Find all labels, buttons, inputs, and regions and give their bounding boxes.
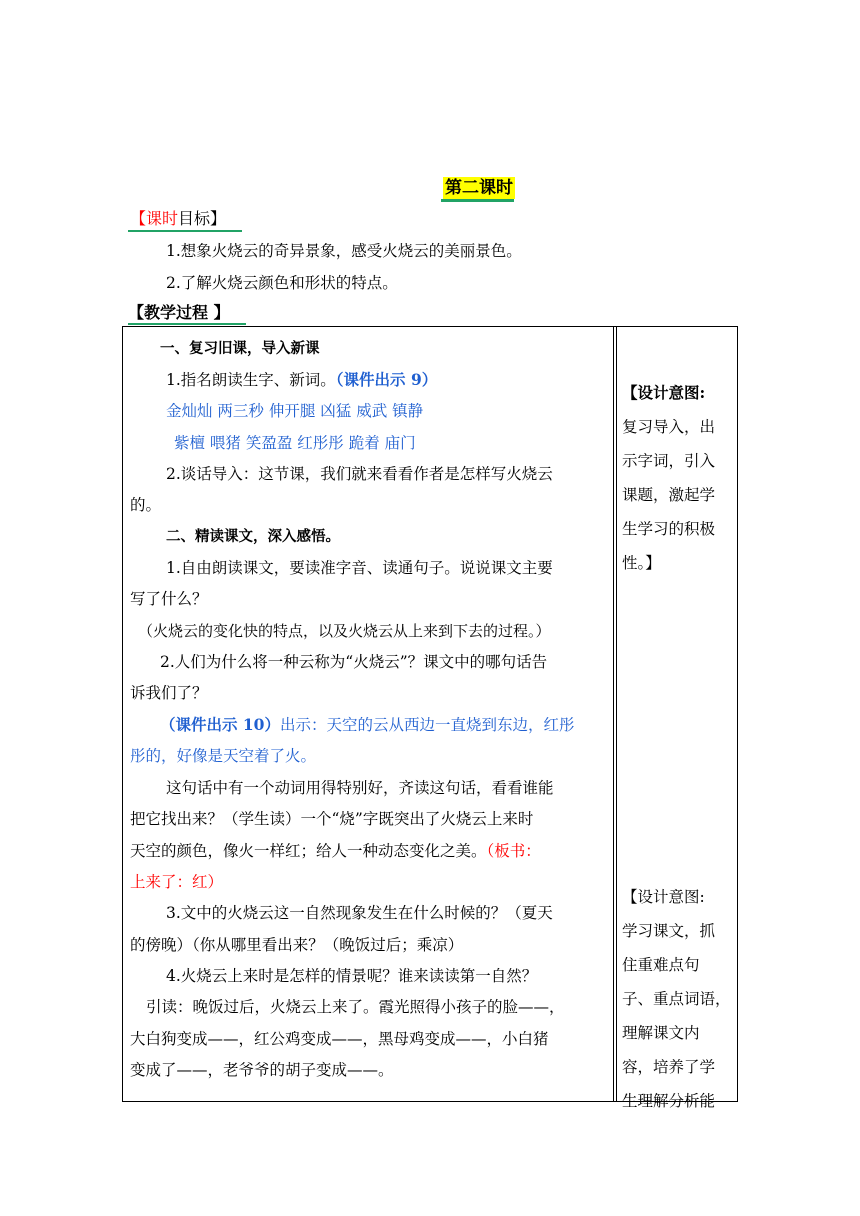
p2-line-c (160, 714, 574, 736)
title-underline (441, 199, 514, 202)
table-divider-inner (616, 326, 617, 1102)
p4-line-b: 的傍晚）（你从哪里看出来？（晚饭过后；乘凉） (130, 936, 464, 954)
section-2-heading: 二、精读课文，深入感悟。 (166, 529, 340, 545)
design-intent-2 (622, 880, 732, 1118)
step-2-line-a: 2.谈话导入：这节课，我们就来看看作者是怎样写火烧云 (166, 465, 553, 483)
design-intent-1-line-1: 【设计意图: (622, 383, 706, 402)
p3-board-b: 上来了：红） (130, 873, 224, 891)
objectives-underline (128, 230, 242, 232)
p2-line-a: 2.人们为什么将一种云称为“火烧云”？课文中的哪句话告 (160, 653, 548, 671)
design-intent-1-line-6: 性。】 (622, 554, 661, 572)
p5-line-d: 变成了——，老爷爷的胡子变成——。 (130, 1061, 394, 1079)
process-underline (128, 323, 246, 325)
p1-line-c: （火烧云的变化快的特点，以及火烧云从上来到下去的过程。） (138, 622, 551, 640)
objectives-heading (130, 208, 226, 230)
table-divider (613, 326, 614, 1102)
design-intent-2-line-3: 住重难点句 (622, 956, 700, 974)
design-intent-2-line-1: 【设计意图: (622, 888, 705, 906)
p3-line-a: 这句话中有一个动词用得特别好，齐读这句话，看看谁能 (166, 779, 554, 797)
objective-item-2: 2.了解火烧云颜色和形状的特点。 (166, 274, 398, 292)
p5-line-c: 大白狗变成——，红公鸡变成——，黑母鸡变成——，小白猪 (130, 1030, 549, 1048)
section-1-heading: 一、复习旧课，导入新课 (160, 341, 320, 357)
design-intent-1-line-4: 课题，激起学 (622, 486, 716, 504)
design-intent-2-line-5: 理解课文内 (622, 1024, 700, 1042)
step-2-line-b: 的。 (130, 496, 162, 514)
p4-line-a: 3.文中的火烧云这一自然现象发生在什么时候的？（夏天 (166, 904, 553, 922)
design-intent-1-line-2: 复习导入，出 (622, 418, 716, 436)
p1-line-b: 写了什么？ (130, 590, 208, 608)
step-1-courseware: （课件出示 9） (335, 370, 438, 389)
design-intent-2-line-4: 子、重点词语， (622, 990, 731, 1008)
design-intent-1-line-5: 生学习的积极 (622, 520, 716, 538)
design-intent-2-line-6: 容，培养了学 (622, 1058, 716, 1076)
objective-item-1: 1.想象火烧云的奇异景象，感受火烧云的美丽景色。 (166, 242, 522, 260)
p3-text-c: 天空的颜色，像火一样红；给人一种动态变化之美。 (130, 842, 487, 860)
p1-line-a: 1.自由朗读课文，要读准字音、读通句子。说说课文主要 (166, 559, 553, 577)
process-heading: 【教学过程 】 (128, 303, 230, 322)
step-1-line (166, 369, 437, 391)
objectives-heading-red: 课时 (146, 209, 179, 228)
design-intent-1-line-3: 示字词，引入 (622, 452, 716, 470)
p3-line-b: 把它找出来？（学生读）一个“烧”字既突出了火烧云上来时 (130, 810, 534, 828)
design-intent-2-line-2: 学习课文，抓 (622, 922, 716, 940)
design-intent-1 (622, 376, 732, 580)
p5-line-b: 引读：晚饭过后，火烧云上来了。霞光照得小孩子的脸——， (146, 998, 565, 1016)
p2-quote-b: 彤的，好像是天空着了火。 (130, 747, 317, 765)
vocab-row-1: 金灿灿 两三秒 伸开腿 凶猛 威武 镇静 (166, 402, 424, 420)
p2-courseware: （课件出示 10） (160, 715, 280, 734)
design-intent-2-line-7: 生理解分析能 (622, 1092, 716, 1110)
vocab-row-2: 紫檀 喂猪 笑盈盈 红彤彤 跪着 庙门 (174, 434, 416, 452)
p3-board-a: （板书： (486, 842, 541, 860)
p2-line-b: 诉我们了？ (130, 684, 208, 702)
p3-line-c (130, 840, 541, 862)
step-1-text: 1.指名朗读生字、新词。 (166, 371, 336, 389)
lesson-title: 第二课时 (445, 178, 513, 198)
p2-quote-a: 出示：天空的云从西边一直烧到东边，红彤 (279, 716, 575, 734)
objectives-bracket: 【 (130, 209, 147, 228)
objectives-heading-black: 目标】 (178, 209, 227, 228)
p5-line-a: 4.火烧云上来时是怎样的情景呢？谁来读读第一自然？ (166, 967, 538, 985)
